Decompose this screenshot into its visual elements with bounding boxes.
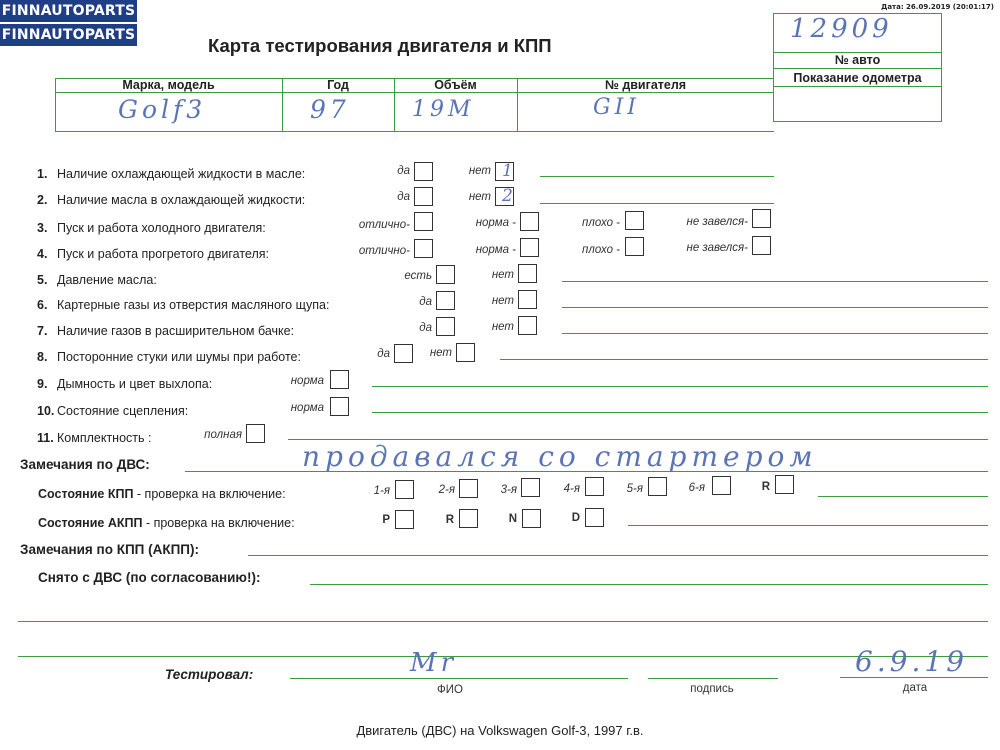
date-caption: дата: [902, 682, 928, 694]
year-header: Год: [327, 78, 349, 92]
q4-checkbox-excellent[interactable]: [414, 239, 433, 258]
gear-r-label: R: [761, 481, 770, 493]
q5-option-yes-label: есть: [404, 270, 432, 282]
handwritten-year: 97: [310, 95, 350, 124]
q6-option-yes-label: да: [419, 296, 432, 308]
gear-1-label: 1-я: [373, 485, 390, 497]
volume-header: Объём: [434, 78, 477, 92]
q3-option-bad-label: плохо -: [582, 217, 620, 229]
position-p-label: P: [382, 514, 390, 526]
question-10: 10. Состояние сцепления:: [37, 404, 189, 418]
watermark-logo-1: FINNAUTOPARTS: [0, 0, 137, 22]
q6-checkbox-no[interactable]: [518, 290, 537, 309]
question-3: 3. Пуск и работа холодного двигателя:: [37, 221, 266, 235]
gear-5-checkbox[interactable]: [648, 477, 667, 496]
q8-option-yes-label: да: [377, 348, 390, 360]
signature-caption: подпись: [690, 683, 734, 695]
question-1: 1. Наличие охлаждающей жидкости в масле:: [37, 167, 306, 181]
q4-checkbox-normal[interactable]: [520, 238, 539, 257]
question-8: 8. Посторонние стуки или шумы при работе:: [37, 350, 301, 364]
q1-checkbox-yes[interactable]: [414, 162, 433, 181]
handwritten-brand: Golf3: [118, 95, 207, 124]
q10-checkbox-normal[interactable]: [330, 397, 349, 416]
handwritten-date: 6.9.19: [855, 645, 969, 678]
date-stamp: Дата: 26.09.2019 (20:01:17): [881, 3, 994, 11]
position-d-label: D: [571, 512, 580, 524]
q3-option-no-start-label: не завелся-: [686, 216, 748, 228]
q9-option-normal-label: норма: [290, 375, 324, 387]
q4-checkbox-bad[interactable]: [625, 237, 644, 256]
gearbox-remarks-label: Замечания по КПП (АКПП):: [20, 542, 199, 557]
gear-r-checkbox[interactable]: [775, 475, 794, 494]
page-title: Карта тестирования двигателя и КПП: [208, 35, 552, 56]
gear-4-label: 4-я: [563, 483, 580, 495]
engine-remarks-label: Замечания по ДВС:: [20, 457, 150, 472]
gear-3-label: 3-я: [500, 484, 517, 496]
gearbox-check-label: Состояние КПП - проверка на включение:: [38, 487, 286, 501]
q3-option-normal-label: норма -: [475, 217, 516, 229]
handwritten-volume: 19M: [412, 97, 475, 122]
q3-checkbox-bad[interactable]: [625, 211, 644, 230]
q5-checkbox-yes[interactable]: [436, 265, 455, 284]
q5-option-no-label: нет: [491, 269, 514, 281]
q4-option-excellent-label: отлично-: [358, 245, 410, 257]
q6-option-no-label: нет: [491, 295, 514, 307]
q1-option-yes-label: да: [397, 165, 410, 177]
car-number-label: № авто: [834, 53, 881, 67]
removed-from-engine-label: Снято с ДВС (по согласованию!):: [38, 570, 261, 585]
q5-checkbox-no[interactable]: [518, 264, 537, 283]
footer-caption: Двигатель (ДВС) на Volkswagen Golf-3, 1997 г.в.: [356, 723, 644, 738]
position-d-checkbox[interactable]: [585, 508, 604, 527]
odometer-label: Показание одометра: [793, 71, 922, 85]
q4-option-normal-label: норма -: [475, 244, 516, 256]
gear-4-checkbox[interactable]: [585, 477, 604, 496]
position-p-checkbox[interactable]: [395, 510, 414, 529]
q11-option-complete-label: полная: [204, 429, 242, 441]
q3-checkbox-excellent[interactable]: [414, 212, 433, 231]
q8-option-no-label: нет: [429, 347, 452, 359]
q7-option-no-label: нет: [491, 321, 514, 333]
gear-6-label: 6-я: [688, 482, 705, 494]
watermark-logo-2: FINNAUTOPARTS: [0, 24, 137, 46]
q6-checkbox-yes[interactable]: [436, 291, 455, 310]
q1-option-no-label: нет: [468, 165, 491, 177]
gear-3-checkbox[interactable]: [521, 478, 540, 497]
q2-handwritten-no: 2: [502, 186, 517, 206]
gear-1-checkbox[interactable]: [395, 480, 414, 499]
q3-checkbox-normal[interactable]: [520, 212, 539, 231]
q8-checkbox-no[interactable]: [456, 343, 475, 362]
q11-checkbox-complete[interactable]: [246, 424, 265, 443]
q7-checkbox-yes[interactable]: [436, 317, 455, 336]
question-11: 11. Комплектность :: [37, 431, 152, 445]
handwritten-signature: Mr: [410, 648, 458, 678]
q3-checkbox-no-start[interactable]: [752, 209, 771, 228]
engine-number-header: № двигателя: [604, 78, 687, 92]
position-n-label: N: [508, 513, 517, 525]
q10-option-normal-label: норма: [290, 402, 324, 414]
q2-option-yes-label: да: [397, 191, 410, 203]
q1-handwritten-no: 1: [502, 161, 517, 181]
position-r-label: R: [445, 514, 454, 526]
handwritten-engine-number: GII: [593, 95, 640, 120]
q9-checkbox-normal[interactable]: [330, 370, 349, 389]
gear-5-label: 5-я: [626, 483, 643, 495]
question-2: 2. Наличие масла в охлаждающей жидкости:: [37, 193, 306, 207]
tested-by-label: Тестировал:: [165, 667, 254, 682]
q2-checkbox-yes[interactable]: [414, 187, 433, 206]
q2-option-no-label: нет: [468, 191, 491, 203]
brand-model-header: Марка, модель: [122, 78, 215, 92]
q7-checkbox-no[interactable]: [518, 316, 537, 335]
handwritten-car-number: 12909: [790, 14, 893, 44]
question-7: 7. Наличие газов в расширительном бачке:: [37, 324, 295, 338]
position-r-checkbox[interactable]: [459, 509, 478, 528]
q4-checkbox-no-start[interactable]: [752, 236, 771, 255]
name-caption: ФИО: [437, 684, 463, 696]
handwritten-engine-remarks: продавался со стартером: [302, 440, 818, 473]
position-n-checkbox[interactable]: [522, 509, 541, 528]
q4-option-bad-label: плохо -: [582, 244, 620, 256]
gear-2-label: 2-я: [438, 484, 455, 496]
question-6: 6. Картерные газы из отверстия масляного щупа:: [37, 298, 330, 312]
q4-option-no-start-label: не завелся-: [686, 242, 748, 254]
q7-option-yes-label: да: [419, 322, 432, 334]
auto-gearbox-check-label: Состояние АКПП - проверка на включение:: [38, 516, 295, 530]
question-9: 9. Дымность и цвет выхлопа:: [37, 377, 213, 391]
gear-2-checkbox[interactable]: [459, 479, 478, 498]
question-4: 4. Пуск и работа прогретого двигателя:: [37, 247, 269, 261]
question-5: 5. Давление масла:: [37, 273, 157, 287]
q3-option-excellent-label: отлично-: [358, 219, 410, 231]
gear-6-checkbox[interactable]: [712, 476, 731, 495]
